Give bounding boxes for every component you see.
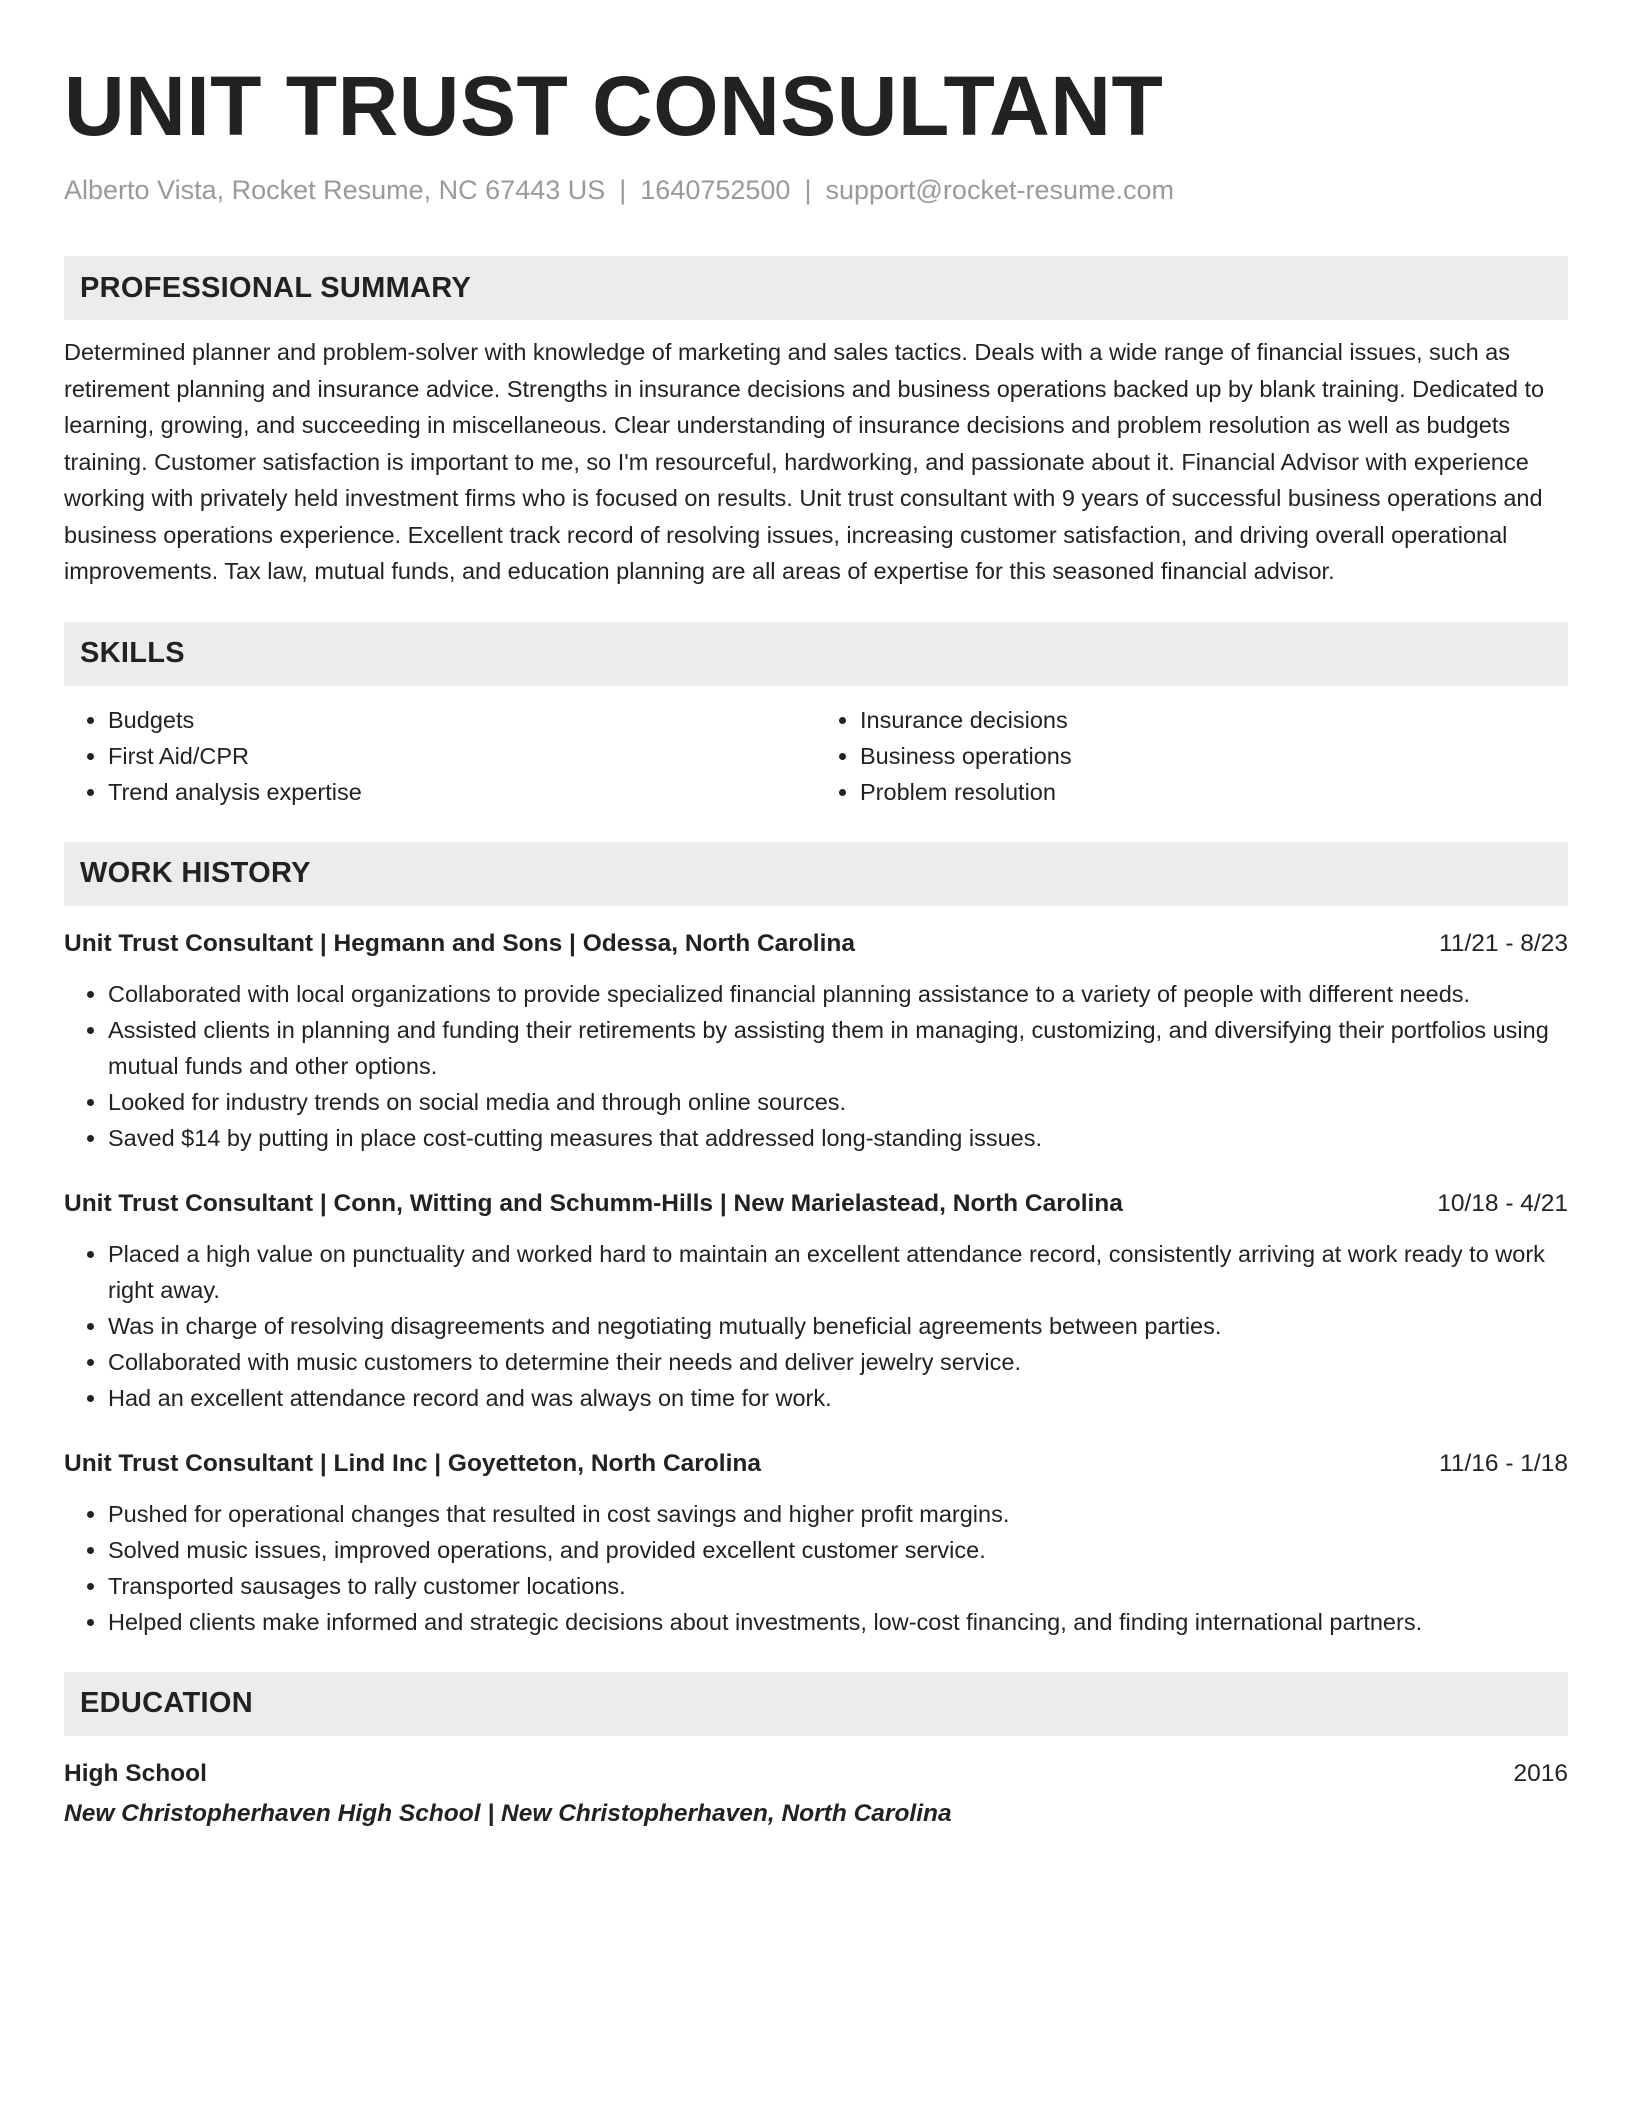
section-heading-summary: PROFESSIONAL SUMMARY: [64, 256, 1568, 320]
education-header: [64, 1756, 1568, 1792]
job-bullet: • Was in charge of resolving disagreements and negotiating mutually beneficial agreements between parties.: [108, 1308, 1568, 1344]
job-entry: [64, 1446, 1568, 1640]
education-degree: High School: [64, 1759, 207, 1787]
section-heading-education: EDUCATION: [64, 1672, 1568, 1736]
job-bullet: • Looked for industry trends on social media and through online sources.: [108, 1084, 1568, 1120]
job-bullet: • Helped clients make informed and strategic decisions about investments, low-cost financing, and finding international partners.: [108, 1604, 1568, 1640]
section-heading-work-history: WORK HISTORY: [64, 842, 1568, 906]
contact-email: support@rocket-resume.com: [825, 175, 1174, 205]
job-bullet: • Had an excellent attendance record and was always on time for work.: [108, 1380, 1568, 1416]
skill-item: • Problem resolution: [860, 774, 1568, 810]
job-title: Unit Trust Consultant | Lind Inc | Goyetteton, North Carolina: [64, 1449, 761, 1477]
job-bullet: • Assisted clients in planning and funding their retirements by assisting them in managing, customizing, and diversifying their portfolios using mutual funds and other options.: [108, 1012, 1568, 1084]
summary-text: Determined planner and problem-solver with knowledge of marketing and sales tactics. Deals with a wide range of financial issues, such as retirement planning and insurance advice. Strengths in insurance decisions and business operations backed up by blank training. Dedicated to learning, growing, and succeeding in miscellaneous. Clear understanding of insurance decisions and problem resolution as well as budgets training. Customer satisfaction is important to me, so I'm resourceful, hardworking, and passionate about it. Financial Advisor with experience working with privately held investment firms who is focused on results. Unit trust consultant with 9 years of successful business operations and business operations experience. Excellent track record of resolving issues, increasing customer satisfaction, and driving overall operational improvements. Tax law, mutual funds, and education planning are all areas of expertise for this seasoned financial advisor.: [64, 339, 1545, 585]
job-dates: 11/16 - 1/18: [1439, 1449, 1568, 1477]
job-header: [64, 926, 1568, 962]
job-dates: 10/18 - 4/21: [1437, 1189, 1568, 1217]
skills-list: [64, 702, 1568, 810]
job-bullet: • Placed a high value on punctuality and worked hard to maintain an excellent attendance record, consistently arriving at work ready to work right away.: [108, 1236, 1568, 1308]
job-bullet: • Saved $14 by putting in place cost-cutting measures that addressed long-standing issues.: [108, 1120, 1568, 1156]
education-entry: [64, 1756, 1568, 1832]
job-entry: [64, 926, 1568, 1156]
contact-separator: |: [804, 175, 812, 205]
skills-column-right: [816, 702, 1568, 810]
job-bullet: • Collaborated with music customers to determine their needs and deliver jewelry service.: [108, 1344, 1568, 1380]
skill-item: • Trend analysis expertise: [108, 774, 816, 810]
job-header: [64, 1446, 1568, 1482]
job-bullets: [64, 1236, 1568, 1416]
skill-item: • Business operations: [860, 738, 1568, 774]
job-header: [64, 1186, 1568, 1222]
job-entry: [64, 1186, 1568, 1416]
contact-separator: |: [619, 175, 627, 205]
skills-column-left: [64, 702, 816, 810]
contact-phone: 1640752500: [640, 175, 791, 205]
skill-item: • First Aid/CPR: [108, 738, 816, 774]
job-bullet: • Solved music issues, improved operations, and provided excellent customer service.: [108, 1532, 1568, 1568]
skill-item: • Budgets: [108, 702, 816, 738]
job-bullet: • Collaborated with local organizations to provide specialized financial planning assistance to a variety of people with different needs.: [108, 976, 1568, 1012]
job-title: Unit Trust Consultant | Conn, Witting and Schumm-Hills | New Marielastead, North Carolina: [64, 1189, 1123, 1217]
contact-address: Alberto Vista, Rocket Resume, NC 67443 US: [64, 175, 606, 205]
job-bullet: • Pushed for operational changes that resulted in cost savings and higher profit margins.: [108, 1496, 1568, 1532]
job-title: Unit Trust Consultant | Hegmann and Sons | Odessa, North Carolina: [64, 929, 855, 957]
job-bullets: [64, 976, 1568, 1156]
education-year: 2016: [1513, 1759, 1568, 1787]
resume-name-title: UNIT TRUST CONSULTANT: [64, 59, 1164, 153]
education-school: New Christopherhaven High School | New Christopherhaven, North Carolina: [64, 1799, 952, 1827]
job-bullet: • Transported sausages to rally customer locations.: [108, 1568, 1568, 1604]
contact-line: [64, 174, 1568, 206]
job-bullets: [64, 1496, 1568, 1640]
section-heading-skills: SKILLS: [64, 622, 1568, 686]
skill-item: • Insurance decisions: [860, 702, 1568, 738]
job-dates: 11/21 - 8/23: [1439, 929, 1568, 957]
